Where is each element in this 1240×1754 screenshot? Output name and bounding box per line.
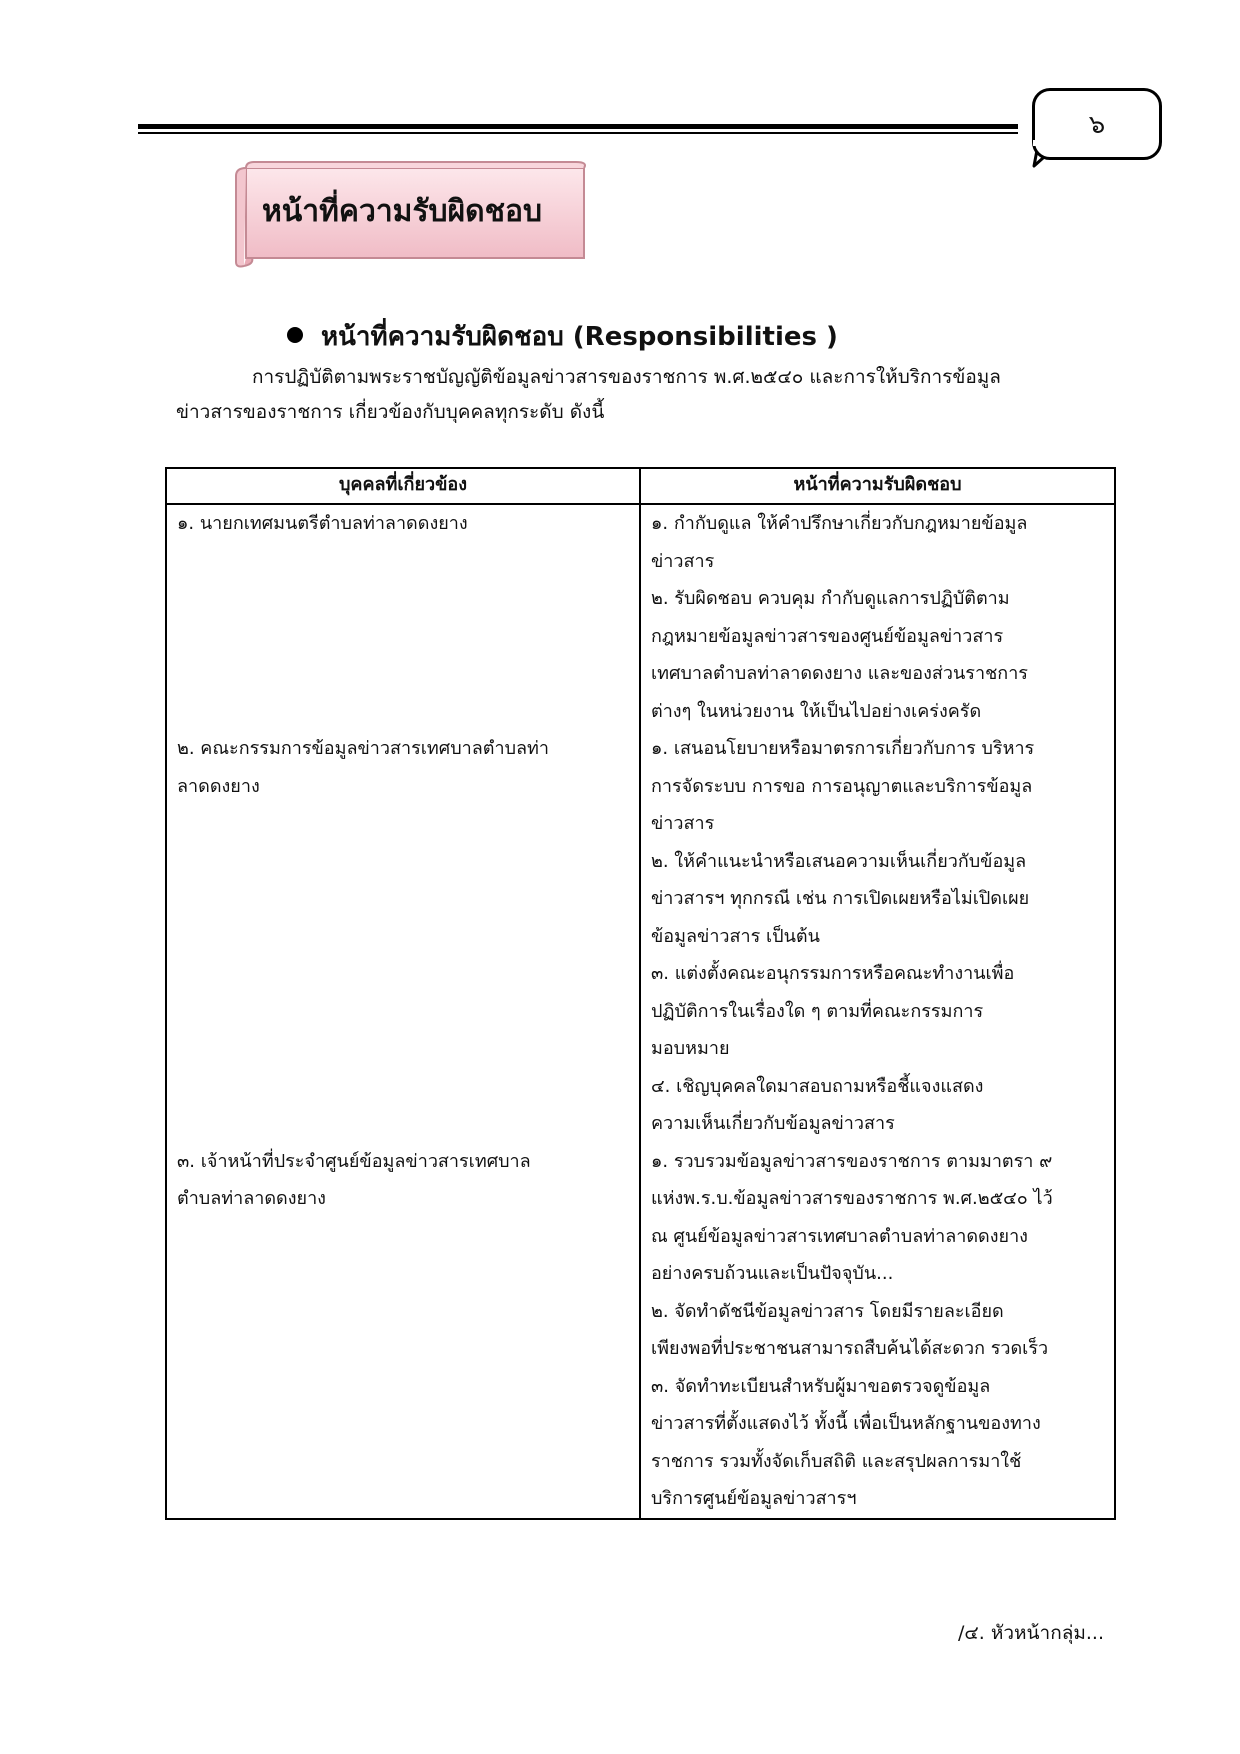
duty-line: ๑. เสนอนโยบายหรือมาตรการเกี่ยวกับการ บริหาร <box>651 738 1035 759</box>
person-cell <box>166 730 640 1143</box>
person-cell <box>166 504 640 730</box>
duty-line: ข้อมูลข่าวสาร เป็นต้น <box>651 925 820 947</box>
duty-line: ๒. รับผิดชอบ ควบคุม กำกับดูแลการปฏิบัติตาม <box>651 588 1010 609</box>
intro-line-1: การปฏิบัติตามพระราชบัญญัติข้อมูลข่าวสารของราชการ พ.ศ.๒๕๔๐ และการให้บริการข้อมูล <box>252 366 1001 388</box>
column-header-person: บุคคลที่เกี่ยวข้อง <box>166 468 640 504</box>
bullet-icon <box>287 327 303 343</box>
table-row <box>166 730 1115 1143</box>
duty-line: เทศบาลตำบลท่าลาดดงยาง และของส่วนราชการ <box>651 663 1028 684</box>
duty-line: ณ ศูนย์ข้อมูลข่าวสารเทศบาลตำบลท่าลาดดงยาง <box>651 1225 1028 1247</box>
page-number-bubble <box>1032 88 1162 160</box>
header-rule-thick <box>138 124 1018 129</box>
header-rule-thin <box>138 132 1018 134</box>
person-cell <box>166 1143 640 1519</box>
person-line: ลาดดงยาง <box>177 775 260 797</box>
duty-line: ข่าวสาร <box>651 813 715 834</box>
intro-line-2: ข่าวสารของราชการ เกี่ยวข้องกับบุคคลทุกระดับ ดังนี้ <box>176 401 605 423</box>
duty-line: ๑. กำกับดูแล ให้คำปรึกษาเกี่ยวกับกฎหมายข้อมูล <box>651 513 1028 534</box>
duties-cell <box>640 504 1115 730</box>
duty-line: ข่าวสารที่ตั้งแสดงไว้ ทั้งนี้ เพื่อเป็นหลักฐานของทาง <box>651 1413 1041 1434</box>
duty-line: ราชการ รวมทั้งจัดเก็บสถิติ และสรุปผลการมาใช้ <box>651 1450 1022 1472</box>
duty-line: ๔. เชิญบุคคลใดมาสอบถามหรือชี้แจงแสดง <box>651 1075 984 1097</box>
duty-line: เพียงพอที่ประชาชนสามารถสืบค้นได้สะดวก รวดเร็ว <box>651 1338 1049 1359</box>
duty-line: ข่าวสารฯ ทุกกรณี เช่น การเปิดเผยหรือไม่เปิดเผย <box>651 888 1030 909</box>
duty-line: ความเห็นเกี่ยวกับข้อมูลข่าวสาร <box>651 1113 895 1134</box>
duties-cell <box>640 1143 1115 1519</box>
section-heading <box>287 316 838 357</box>
duty-line: อย่างครบถ้วนและเป็นปัจจุบัน... <box>651 1263 894 1284</box>
table-row <box>166 1143 1115 1519</box>
duty-line: ต่างๆ ในหน่วยงาน ให้เป็นไปอย่างเคร่งครัด <box>651 700 982 722</box>
duty-line: แห่งพ.ร.บ.ข้อมูลข่าวสารของราชการ พ.ศ.๒๕๔๐ ไว้ <box>651 1188 1053 1209</box>
duty-line: บริการศูนย์ข้อมูลข่าวสารฯ <box>651 1488 857 1509</box>
responsibilities-table <box>165 467 1116 1520</box>
page-number: ๖ <box>1088 109 1106 140</box>
table-row <box>166 504 1115 730</box>
duty-line: กฎหมายข้อมูลข่าวสารของศูนย์ข้อมูลข่าวสาร <box>651 625 1004 647</box>
duties-cell <box>640 730 1115 1143</box>
duty-line: การจัดระบบ การขอ การอนุญาตและบริการข้อมูล <box>651 775 1033 797</box>
duty-line: ๒. จัดทำดัชนีข้อมูลข่าวสาร โดยมีรายละเอียด <box>651 1300 1004 1322</box>
duty-line: ๓. จัดทำทะเบียนสำหรับผู้มาขอตรวจดูข้อมูล <box>651 1375 991 1397</box>
duty-line: ๑. รวบรวมข้อมูลข่าวสารของราชการ ตามมาตรา ๙ <box>651 1150 1053 1172</box>
person-line: ๒. คณะกรรมการข้อมูลข่าวสารเทศบาลตำบลท่า <box>177 738 550 759</box>
bubble-tail-mask <box>1031 140 1055 148</box>
duty-line: ปฏิบัติการในเรื่องใด ๆ ตามที่คณะกรรมการ <box>651 1000 984 1022</box>
duty-line: ข่าวสาร <box>651 550 715 572</box>
banner-title: หน้าที่ความรับผิดชอบ <box>262 194 543 229</box>
duty-line: มอบหมาย <box>651 1038 730 1059</box>
column-header-duties: หน้าที่ความรับผิดชอบ <box>640 468 1115 504</box>
duty-line: ๒. ให้คำแนะนำหรือเสนอความเห็นเกี่ยวกับข้อมูล <box>651 850 1027 872</box>
table-header-row <box>166 468 1115 504</box>
section-heading-text: หน้าที่ความรับผิดชอบ (Responsibilities ) <box>321 322 838 352</box>
person-line: ตำบลท่าลาดดงยาง <box>177 1188 326 1209</box>
person-line: ๓. เจ้าหน้าที่ประจำศูนย์ข้อมูลข่าวสารเทศบาล <box>177 1150 531 1172</box>
intro-paragraph <box>176 360 1104 430</box>
duty-line: ๓. แต่งตั้งคณะอนุกรรมการหรือคณะทำงานเพื่อ <box>651 963 1015 984</box>
title-scroll-banner <box>232 158 590 270</box>
person-line: ๑. นายกเทศมนตรีตำบลท่าลาดดงยาง <box>177 513 468 534</box>
continuation-note: /๔. หัวหน้ากลุ่ม... <box>957 1622 1104 1644</box>
